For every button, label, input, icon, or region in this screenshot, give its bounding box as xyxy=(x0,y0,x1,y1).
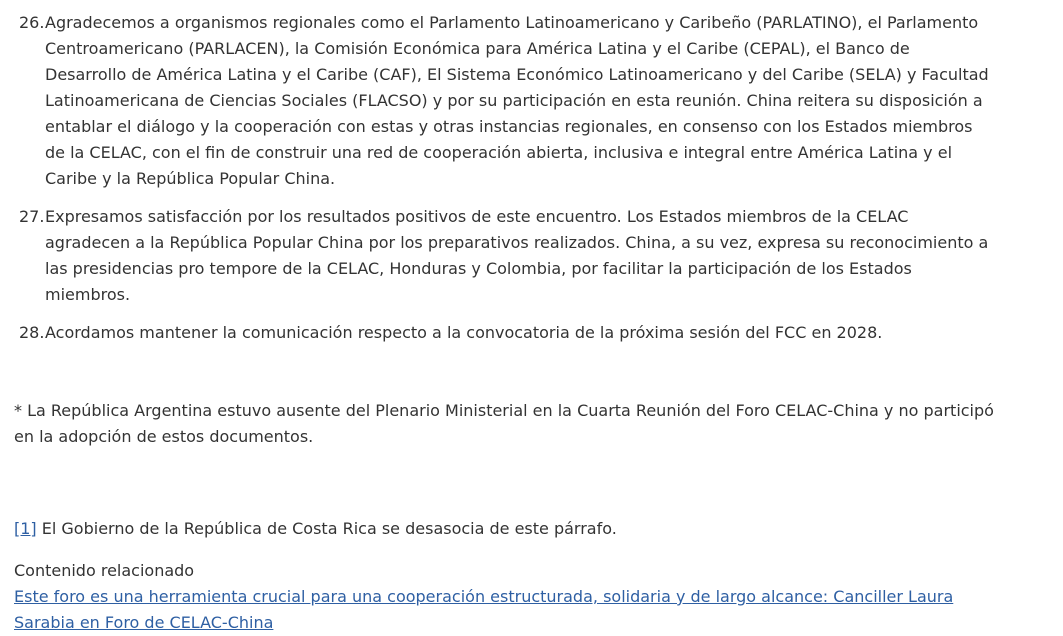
numbered-points-list xyxy=(14,10,1049,346)
item-text: Acordamos mantener la comunicación respecto a la convocatoria de la próxima sesión del FCC en 2028. xyxy=(45,323,883,342)
list-item xyxy=(14,320,1049,346)
item-number: 28. xyxy=(19,323,45,342)
list-item xyxy=(14,10,1049,192)
argentina-footnote: * La República Argentina estuvo ausente del Plenario Ministerial en la Cuarta Reunión del Foro CELAC-China y no participó en la adopción de estos documentos. xyxy=(14,401,994,446)
item-text: Expresamos satisfacción por los resultados positivos de este encuentro. Los Estados miembros de la CELAC agradecen a la República Popular China por los preparativos realizados. China, a su vez, expresa su reconocimiento a las presidencias pro tempore de la CELAC, Honduras y Colombia, por facilitar la participación de los Estados miembros. xyxy=(45,207,989,304)
footnote-text: El Gobierno de la República de Costa Rica se desasocia de este párrafo. xyxy=(36,519,617,538)
related-content-section xyxy=(14,558,1049,636)
costa-rica-footnote xyxy=(14,516,1049,542)
item-text: Agradecemos a organismos regionales como el Parlamento Latinoamericano y Caribeño (PARLATINO), el Parlamento Centroamericano (PARLACEN), la Comisión Económica para América Latina y el Caribe (CEPAL), el Banco de Desarrollo de América Latina y el Caribe (CAF), El Sistema Económico Latinoamericano y del Caribe (SELA) y Facultad Latinoamericana de Ciencias Sociales (FLACSO) y por su participación en esta reunión. China reitera su disposición a entablar el diálogo y la cooperación con estas y otras instancias regionales, en consenso con los Estados miembros de la CELAC, con el fin de construir una red de cooperación abierta, inclusiva e integral entre América Latina y el Caribe y la República Popular China. xyxy=(45,13,989,188)
item-number: 26. xyxy=(19,13,45,32)
related-article-link[interactable]: Este foro es una herramienta crucial para una cooperación estructurada, solidaria y de largo alcance: Canciller Laura Sarabia en Foro de CELAC-China xyxy=(14,587,954,632)
footnote-reference-link[interactable]: [1] xyxy=(14,519,37,538)
list-item xyxy=(14,204,1049,308)
item-number: 27. xyxy=(19,207,45,226)
related-content-heading: Contenido relacionado xyxy=(14,561,195,580)
